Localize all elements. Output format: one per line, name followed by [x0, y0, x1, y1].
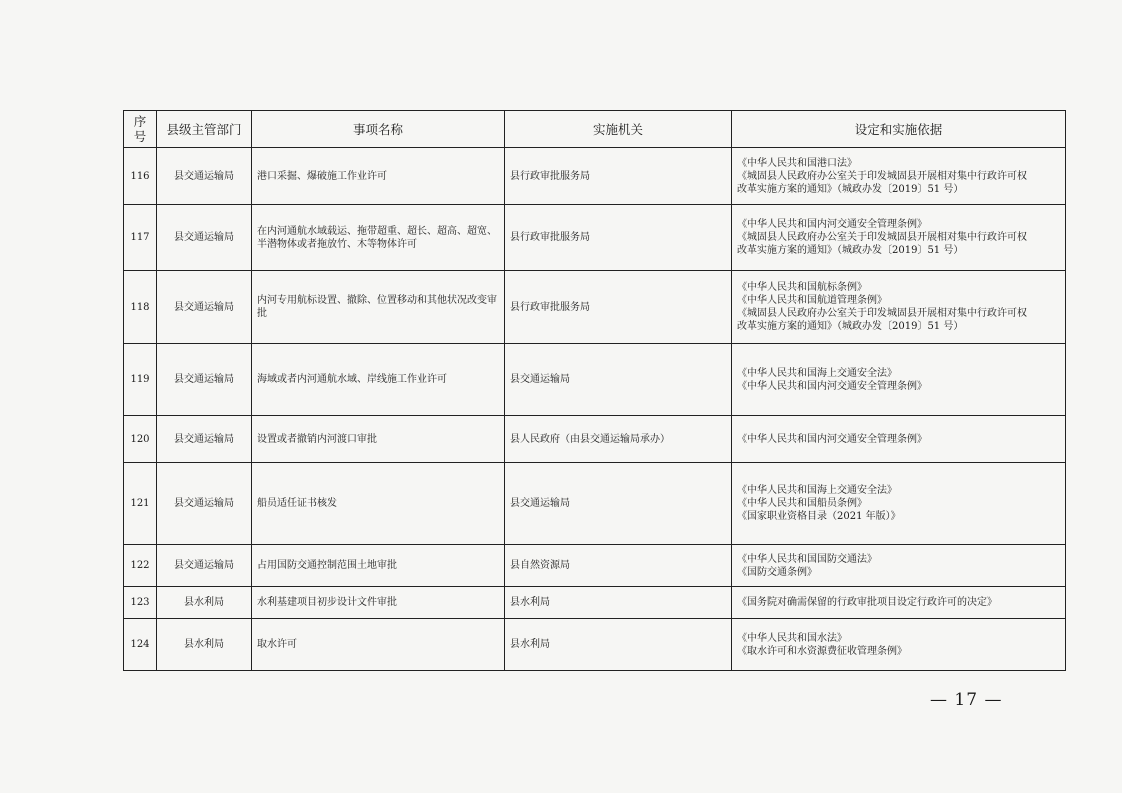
row-seq: 118 [124, 271, 157, 344]
row-item: 内河专用航标设置、撤除、位置移动和其他状况改变审批 [252, 271, 505, 344]
row-dept: 县交通运输局 [157, 545, 252, 587]
row-seq: 116 [124, 148, 157, 205]
row-agency: 县行政审批服务局 [505, 205, 732, 271]
row-item: 水利基建项目初步设计文件审批 [252, 587, 505, 619]
row-agency: 县交通运输局 [505, 344, 732, 416]
row-agency: 县行政审批服务局 [505, 148, 732, 205]
row-item: 占用国防交通控制范围土地审批 [252, 545, 505, 587]
table-header-row [124, 111, 1066, 148]
basis-line: 《中华人民共和国内河交通安全管理条例》 [737, 380, 927, 392]
basis-line: 《中华人民共和国航标条例》 [737, 282, 867, 293]
basis-line: 《中华人民共和国内河交通安全管理条例》 [737, 433, 927, 445]
basis-line: 《中华人民共和国航道管理条例》 [737, 295, 887, 306]
header-seq: 序 号 [124, 111, 157, 148]
row-dept: 县交通运输局 [157, 344, 252, 416]
basis-line: 《国防交通条例》 [737, 566, 817, 578]
basis-line: 《国务院对确需保留的行政审批项目设定行政许可的决定》 [737, 597, 997, 608]
row-seq: 122 [124, 545, 157, 587]
row-item: 取水许可 [252, 619, 505, 671]
row-basis [732, 148, 1066, 205]
basis-line: 《中华人民共和国港口法》 [737, 157, 857, 169]
row-dept: 县交通运输局 [157, 463, 252, 545]
header-dept: 县级主管部门 [157, 111, 252, 148]
row-item: 船员适任证书核发 [252, 463, 505, 545]
header-item: 事项名称 [252, 111, 505, 148]
basis-line: 改革实施方案的通知》（城政办发〔2019〕51 号） [737, 245, 964, 256]
row-dept: 县交通运输局 [157, 416, 252, 463]
basis-line: 改革实施方案的通知》（城政办发〔2019〕51 号） [737, 183, 964, 195]
row-basis [732, 416, 1066, 463]
row-dept: 县交通运输局 [157, 271, 252, 344]
basis-line: 《中华人民共和国海上交通安全法》 [737, 367, 897, 379]
basis-line: 《中华人民共和国船员条例》 [737, 498, 867, 509]
row-dept: 县交通运输局 [157, 148, 252, 205]
table-row [124, 416, 1066, 463]
header-agency: 实施机关 [505, 111, 732, 148]
row-agency: 县水利局 [505, 587, 732, 619]
table-row [124, 344, 1066, 416]
page-number: — 17 — [930, 690, 1003, 710]
row-agency: 县交通运输局 [505, 463, 732, 545]
row-agency: 县水利局 [505, 619, 732, 671]
row-basis [732, 545, 1066, 587]
row-item: 设置或者撤销内河渡口审批 [252, 416, 505, 463]
table-row [124, 148, 1066, 205]
basis-line: 《中华人民共和国内河交通安全管理条例》 [737, 219, 927, 230]
row-basis [732, 344, 1066, 416]
row-agency: 县人民政府（由县交通运输局承办） [505, 416, 732, 463]
row-seq: 117 [124, 205, 157, 271]
row-basis [732, 619, 1066, 671]
row-basis [732, 463, 1066, 545]
table-row [124, 205, 1066, 271]
permit-table [123, 110, 1066, 671]
row-seq: 120 [124, 416, 157, 463]
basis-line: 《城固县人民政府办公室关于印发城固县开展相对集中行政许可权 [737, 170, 1027, 182]
basis-line: 《中华人民共和国国防交通法》 [737, 553, 877, 565]
row-basis [732, 271, 1066, 344]
basis-line: 《中华人民共和国水法》 [737, 632, 847, 644]
row-item: 在内河通航水域载运、拖带超重、超长、超高、超宽、半潜物体或者拖放竹、木等物体许可 [252, 205, 505, 271]
table-row [124, 619, 1066, 671]
row-seq: 121 [124, 463, 157, 545]
row-dept: 县水利局 [157, 587, 252, 619]
row-seq: 119 [124, 344, 157, 416]
table-row [124, 463, 1066, 545]
basis-line: 《城固县人民政府办公室关于印发城固县开展相对集中行政许可权 [737, 232, 1027, 243]
row-seq: 124 [124, 619, 157, 671]
row-agency: 县行政审批服务局 [505, 271, 732, 344]
header-basis: 设定和实施依据 [732, 111, 1066, 148]
table-row [124, 587, 1066, 619]
table-row [124, 545, 1066, 587]
row-seq: 123 [124, 587, 157, 619]
row-item: 港口采掘、爆破施工作业许可 [252, 148, 505, 205]
basis-line: 《城固县人民政府办公室关于印发城固县开展相对集中行政许可权 [737, 308, 1027, 319]
row-dept: 县水利局 [157, 619, 252, 671]
basis-line: 《国家职业资格目录（2021 年版）》 [737, 511, 901, 522]
row-item: 海域或者内河通航水域、岸线施工作业许可 [252, 344, 505, 416]
row-basis [732, 587, 1066, 619]
row-dept: 县交通运输局 [157, 205, 252, 271]
row-basis [732, 205, 1066, 271]
table-row [124, 271, 1066, 344]
basis-line: 《取水许可和水资源费征收管理条例》 [737, 645, 907, 657]
basis-line: 改革实施方案的通知》（城政办发〔2019〕51 号） [737, 321, 964, 332]
row-agency: 县自然资源局 [505, 545, 732, 587]
basis-line: 《中华人民共和国海上交通安全法》 [737, 485, 897, 496]
